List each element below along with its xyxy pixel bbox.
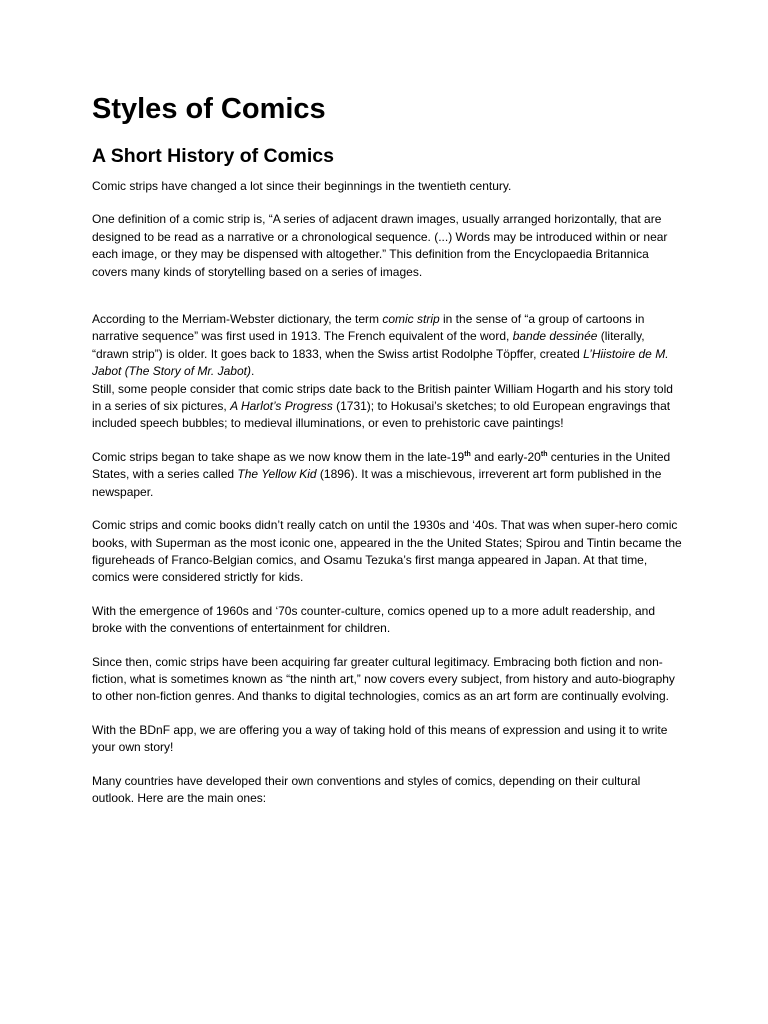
superscript: th — [540, 450, 548, 458]
text-run: . — [250, 364, 255, 379]
paragraph-hogarth — [92, 381, 682, 433]
paragraph-legitimacy: Since then, comic strips have been acquiring far greater cultural legitimacy. Embracing both fiction and non-fiction, what is sometimes known as “the ninth art,” now covers every subject, from history and auto-biography to other non-fiction genres. And thanks to digital technologies, comics as an art form are continually evolving. — [92, 654, 675, 704]
paragraph-countries: Many countries have developed their own conventions and styles of comics, depending on their cultural outlook. Here are the main ones: — [92, 773, 641, 805]
paragraph-bdnf-app: With the BDnF app, we are offering you a way of taking hold of this means of expression and using it to write your own story! — [92, 722, 668, 755]
text-run: Comic strips began to take shape as we now know them in the late-19 — [92, 449, 465, 464]
text-run: and early-20 — [470, 449, 541, 464]
paragraph-definition: One definition of a comic strip is, “A series of adjacent drawn images, usually arranged horizontally, that are designed to be read as a narrative or a chronological sequence. (...) Words may be introduced within or near each image, or they may be dispensed with altogether.” This definition from the Encyclopaedia Britannica covers many kinds of storytelling based on a series of images. — [92, 212, 668, 279]
superscript: th — [464, 450, 471, 458]
section-heading: A Short History of Comics — [92, 145, 334, 167]
text-run: in the sense of “a group of cartoons in narrative sequence” was first used in 1913. The French equivalent of the word, — [92, 312, 645, 344]
italic-title: The Yellow Kid — [237, 467, 317, 482]
paragraph-yellow-kid — [92, 449, 682, 501]
text-run: According to the Merriam-Webster dictionary, the term — [92, 312, 383, 327]
page-title: Styles of Comics — [92, 93, 326, 125]
paragraph-intro: Comic strips have changed a lot since their beginnings in the twentieth century. — [92, 179, 512, 193]
document-page — [92, 92, 682, 807]
italic-title: A Harlot’s Progress — [230, 399, 333, 414]
text-run: centuries in the United States, with a series called — [92, 449, 671, 482]
italic-term: bande dessinée — [512, 329, 598, 344]
paragraph-counter-culture: With the emergence of 1960s and ‘70s counter-culture, comics opened up to a more adult readership, and broke with the conventions of entertainment for children. — [92, 603, 655, 636]
paragraph-1930s: Comic strips and comic books didn’t really catch on until the 1930s and ‘40s. That was when super-hero comic books, with Superman as the most iconic one, appeared in the the United States; Spirou and Tintin became the figureheads of Franco-Belgian comics, and Osamu Tezuka’s first manga appeared in Japan. At that time, comics were considered strictly for kids. — [92, 518, 682, 585]
italic-term: comic strip — [382, 312, 440, 327]
italic-title: L’Hiistoire de M. Jabot (The Story of Mr. Jabot) — [92, 346, 669, 379]
text-run: (1731); to Hokusai’s sketches; to old European engravings that included speech bubbles; to medieval illuminations, or even to prehistoric cave paintings! — [92, 399, 671, 431]
text-run: (1896). It was a mischievous, irreverent art form published in the newspaper. — [92, 467, 662, 499]
paragraph-merriam-webster — [92, 311, 682, 381]
text-run: Still, some people consider that comic strips date back to the British painter William Hogarth and his story told in a series of six pictures, — [92, 381, 673, 414]
text-run: (literally, “drawn strip”) is older. It goes back to 1833, when the Swiss artist Rodolphe Töpffer, created — [92, 329, 645, 361]
